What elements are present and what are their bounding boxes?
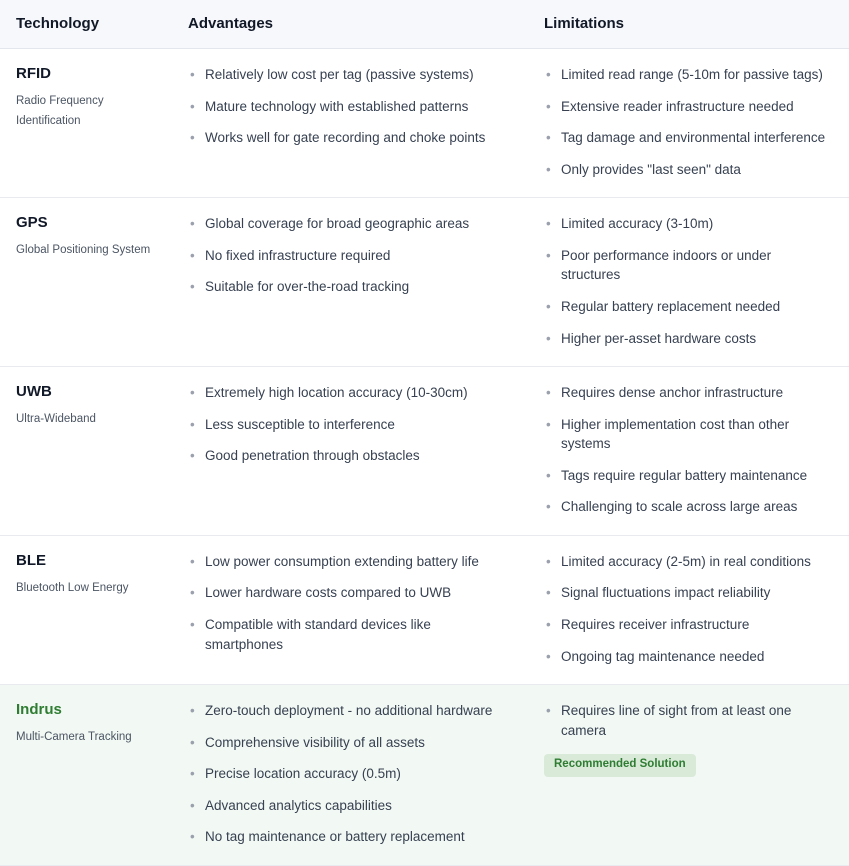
technology-name: BLE bbox=[16, 551, 46, 569]
list-item: • Regular battery replacement needed bbox=[544, 297, 833, 317]
cell-technology bbox=[0, 367, 172, 536]
status-badge: Recommended Solution bbox=[544, 754, 696, 777]
limitations-list bbox=[544, 552, 833, 666]
cell-technology bbox=[0, 198, 172, 367]
column-header-technology: Technology bbox=[0, 0, 172, 49]
list-item: • Higher per-asset hardware costs bbox=[544, 329, 833, 349]
technology-subtitle: Ultra-Wideband bbox=[16, 413, 96, 426]
technology-subtitle: Radio Frequency Identification bbox=[16, 95, 104, 127]
list-item: • Requires line of sight from at least one camera bbox=[544, 701, 833, 740]
list-item: • Zero-touch deployment - no additional hardware bbox=[188, 701, 512, 721]
cell-advantages bbox=[172, 367, 528, 536]
cell-limitations bbox=[528, 49, 849, 198]
list-item: • No tag maintenance or battery replacement bbox=[188, 827, 512, 847]
list-item: • Ongoing tag maintenance needed bbox=[544, 647, 833, 667]
table-row bbox=[0, 535, 849, 684]
column-header-advantages: Advantages bbox=[172, 0, 528, 49]
table-row bbox=[0, 685, 849, 866]
list-item: • No fixed infrastructure required bbox=[188, 246, 512, 266]
table-row bbox=[0, 49, 849, 198]
list-item: • Relatively low cost per tag (passive systems) bbox=[188, 65, 512, 85]
table-row bbox=[0, 367, 849, 536]
limitations-list bbox=[544, 214, 833, 348]
technology-subtitle: Bluetooth Low Energy bbox=[16, 581, 129, 594]
advantages-list bbox=[188, 214, 512, 297]
list-item: • Suitable for over-the-road tracking bbox=[188, 277, 512, 297]
cell-limitations bbox=[528, 367, 849, 536]
table-header bbox=[0, 0, 849, 49]
cell-advantages bbox=[172, 535, 528, 684]
list-item: • Only provides "last seen" data bbox=[544, 160, 833, 180]
cell-limitations bbox=[528, 535, 849, 684]
limitations-list bbox=[544, 701, 833, 740]
list-item: • Works well for gate recording and choke points bbox=[188, 128, 512, 148]
list-item: • Less susceptible to interference bbox=[188, 415, 512, 435]
advantages-list bbox=[188, 552, 512, 654]
advantages-list bbox=[188, 65, 512, 148]
technology-name: UWB bbox=[16, 383, 52, 401]
advantages-list bbox=[188, 701, 512, 847]
list-item: • Poor performance indoors or under structures bbox=[544, 246, 833, 285]
list-item: • Higher implementation cost than other systems bbox=[544, 415, 833, 454]
list-item: • Requires dense anchor infrastructure bbox=[544, 383, 833, 403]
cell-limitations bbox=[528, 198, 849, 367]
limitations-list bbox=[544, 65, 833, 179]
technology-subtitle: Multi-Camera Tracking bbox=[16, 731, 132, 744]
technology-subtitle: Global Positioning System bbox=[16, 244, 151, 257]
technology-name: Indrus bbox=[16, 701, 62, 719]
list-item: • Limited read range (5-10m for passive tags) bbox=[544, 65, 833, 85]
column-header-limitations: Limitations bbox=[528, 0, 849, 49]
list-item: • Challenging to scale across large areas bbox=[544, 497, 833, 517]
cell-advantages bbox=[172, 49, 528, 198]
cell-advantages bbox=[172, 198, 528, 367]
cell-limitations bbox=[528, 685, 849, 866]
advantages-list bbox=[188, 383, 512, 466]
limitations-list bbox=[544, 383, 833, 517]
list-item: • Good penetration through obstacles bbox=[188, 446, 512, 466]
list-item: • Extensive reader infrastructure needed bbox=[544, 97, 833, 117]
table-body bbox=[0, 49, 849, 866]
list-item: • Limited accuracy (3-10m) bbox=[544, 214, 833, 234]
list-item: • Mature technology with established patterns bbox=[188, 97, 512, 117]
list-item: • Limited accuracy (2-5m) in real conditions bbox=[544, 552, 833, 572]
list-item: • Low power consumption extending battery life bbox=[188, 552, 512, 572]
list-item: • Global coverage for broad geographic areas bbox=[188, 214, 512, 234]
list-item: • Precise location accuracy (0.5m) bbox=[188, 764, 512, 784]
list-item: • Requires receiver infrastructure bbox=[544, 615, 833, 635]
list-item: • Advanced analytics capabilities bbox=[188, 796, 512, 816]
table-row bbox=[0, 198, 849, 367]
table-header-row bbox=[0, 0, 849, 49]
list-item: • Comprehensive visibility of all assets bbox=[188, 733, 512, 753]
cell-technology bbox=[0, 535, 172, 684]
cell-technology bbox=[0, 49, 172, 198]
list-item: • Extremely high location accuracy (10-30cm) bbox=[188, 383, 512, 403]
technology-name: GPS bbox=[16, 214, 48, 232]
technology-name: RFID bbox=[16, 65, 51, 82]
list-item: • Compatible with standard devices like smartphones bbox=[188, 615, 512, 654]
list-item: • Tags require regular battery maintenance bbox=[544, 466, 833, 486]
list-item: • Signal fluctuations impact reliability bbox=[544, 583, 833, 603]
list-item: • Tag damage and environmental interference bbox=[544, 128, 833, 148]
list-item: • Lower hardware costs compared to UWB bbox=[188, 583, 512, 603]
cell-advantages bbox=[172, 685, 528, 866]
cell-technology bbox=[0, 685, 172, 866]
